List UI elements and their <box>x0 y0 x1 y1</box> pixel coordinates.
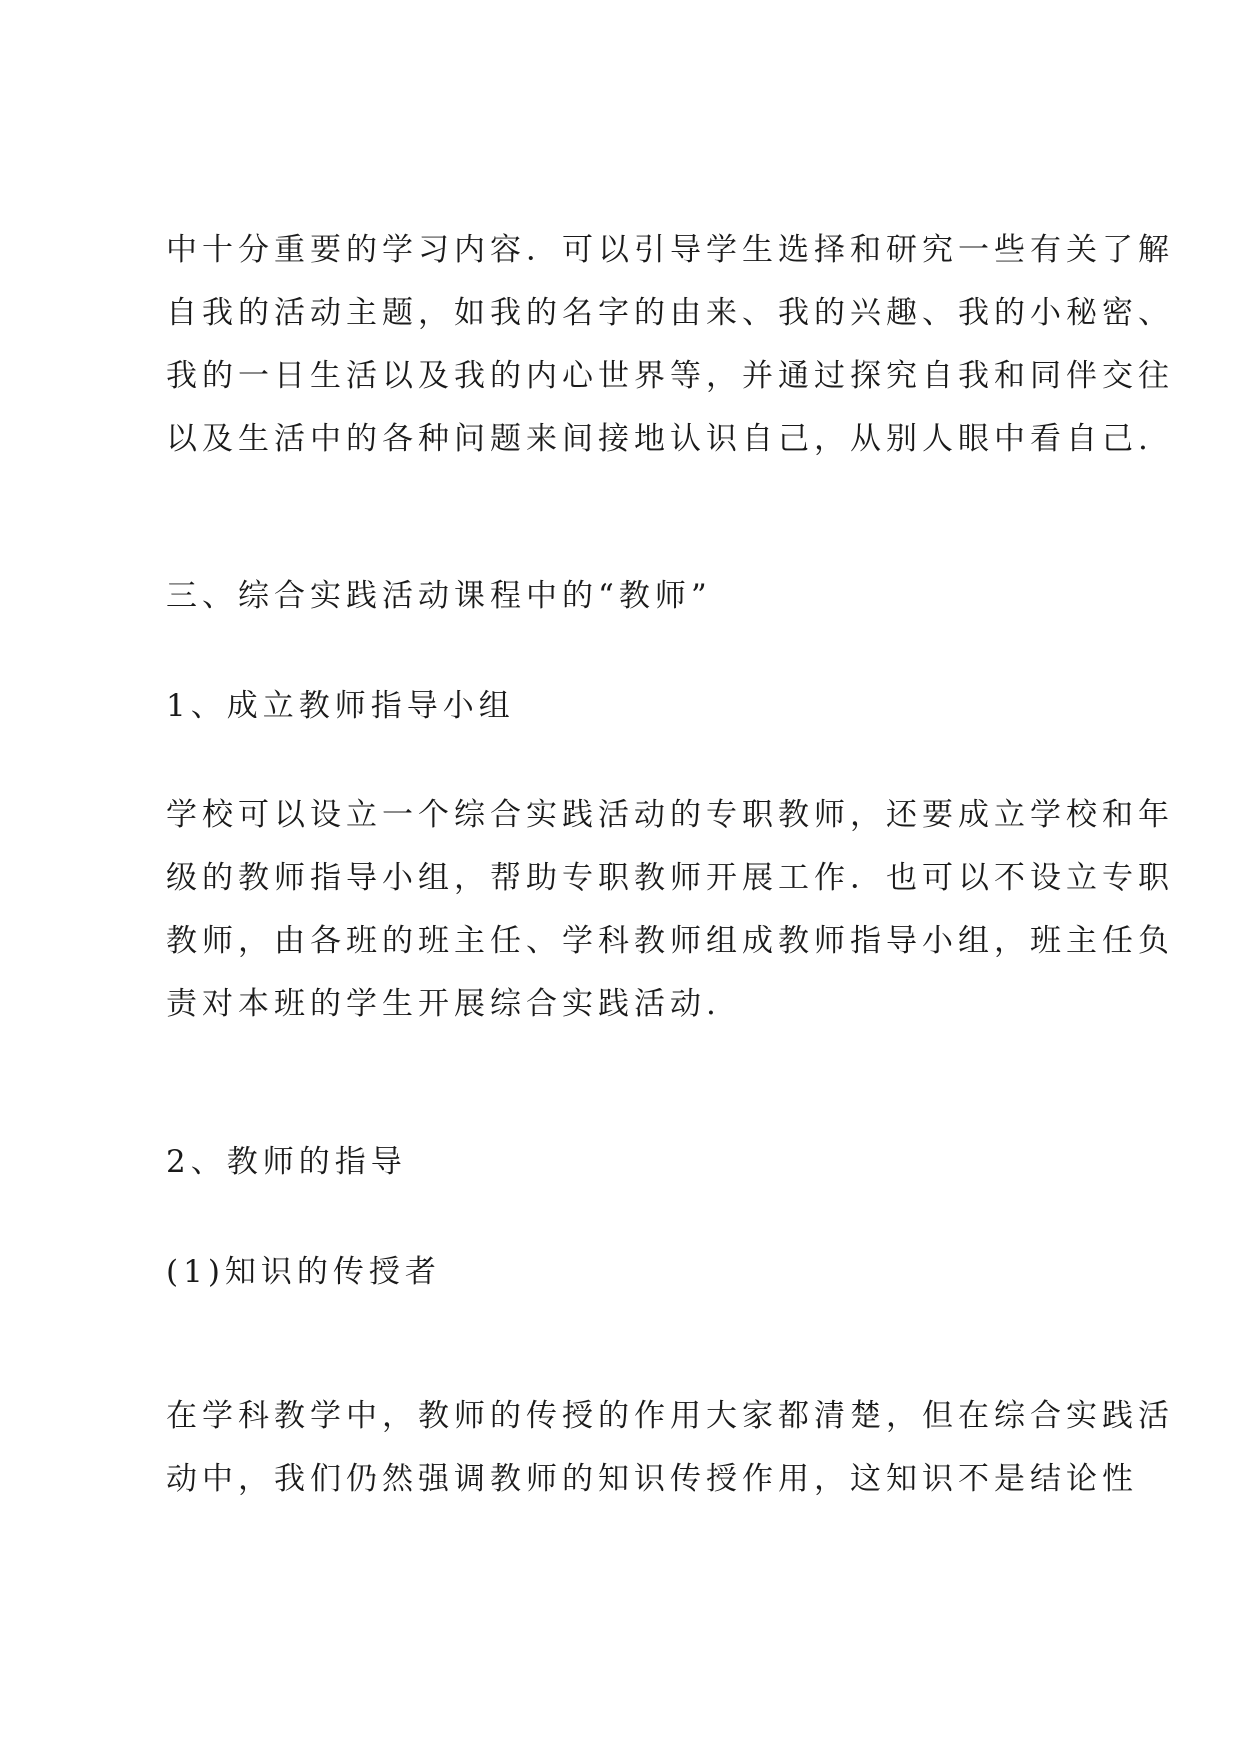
section-heading-text: 三、综合实践活动课程中的“教师” <box>166 578 712 614</box>
text-line: 动中，我们仍然强调教师的知识传授作用，这知识不是结论性 <box>166 1461 1138 1497</box>
list-heading-text: (1)知识的传授者 <box>166 1254 441 1290</box>
text-line: 责对本班的学生开展综合实践活动. <box>166 986 721 1022</box>
subsection-heading <box>166 1131 1096 1194</box>
subsection-heading-text: 1、成立教师指导小组 <box>166 688 515 724</box>
body-paragraph <box>166 784 1174 1036</box>
text-line: 在学科教学中，教师的传授的作用大家都清楚，但在综合实践活 <box>166 1398 1174 1434</box>
body-paragraph <box>166 1385 1174 1511</box>
text-line: 教师，由各班的班主任、学科教师组成教师指导小组，班主任负 <box>166 923 1174 959</box>
section-heading <box>166 565 1096 628</box>
text-line: 中十分重要的学习内容．可以引导学生选择和研究一些有关了解 <box>166 232 1174 268</box>
list-heading <box>166 1241 1096 1304</box>
text-line: 级的教师指导小组，帮助专职教师开展工作．也可以不设立专职 <box>166 860 1174 896</box>
text-line: 我的一日生活以及我的内心世界等，并通过探究自我和同伴交往 <box>166 358 1174 394</box>
subsection-heading <box>166 675 1096 738</box>
text-line: 以及生活中的各种问题来间接地认识自己，从别人眼中看自己. <box>166 421 1153 457</box>
subsection-heading-text: 2、教师的指导 <box>166 1144 407 1180</box>
text-line: 学校可以设立一个综合实践活动的专职教师，还要成立学校和年 <box>166 797 1174 833</box>
body-paragraph <box>166 219 1174 471</box>
text-line: 自我的活动主题，如我的名字的由来、我的兴趣、我的小秘密、 <box>166 295 1174 331</box>
